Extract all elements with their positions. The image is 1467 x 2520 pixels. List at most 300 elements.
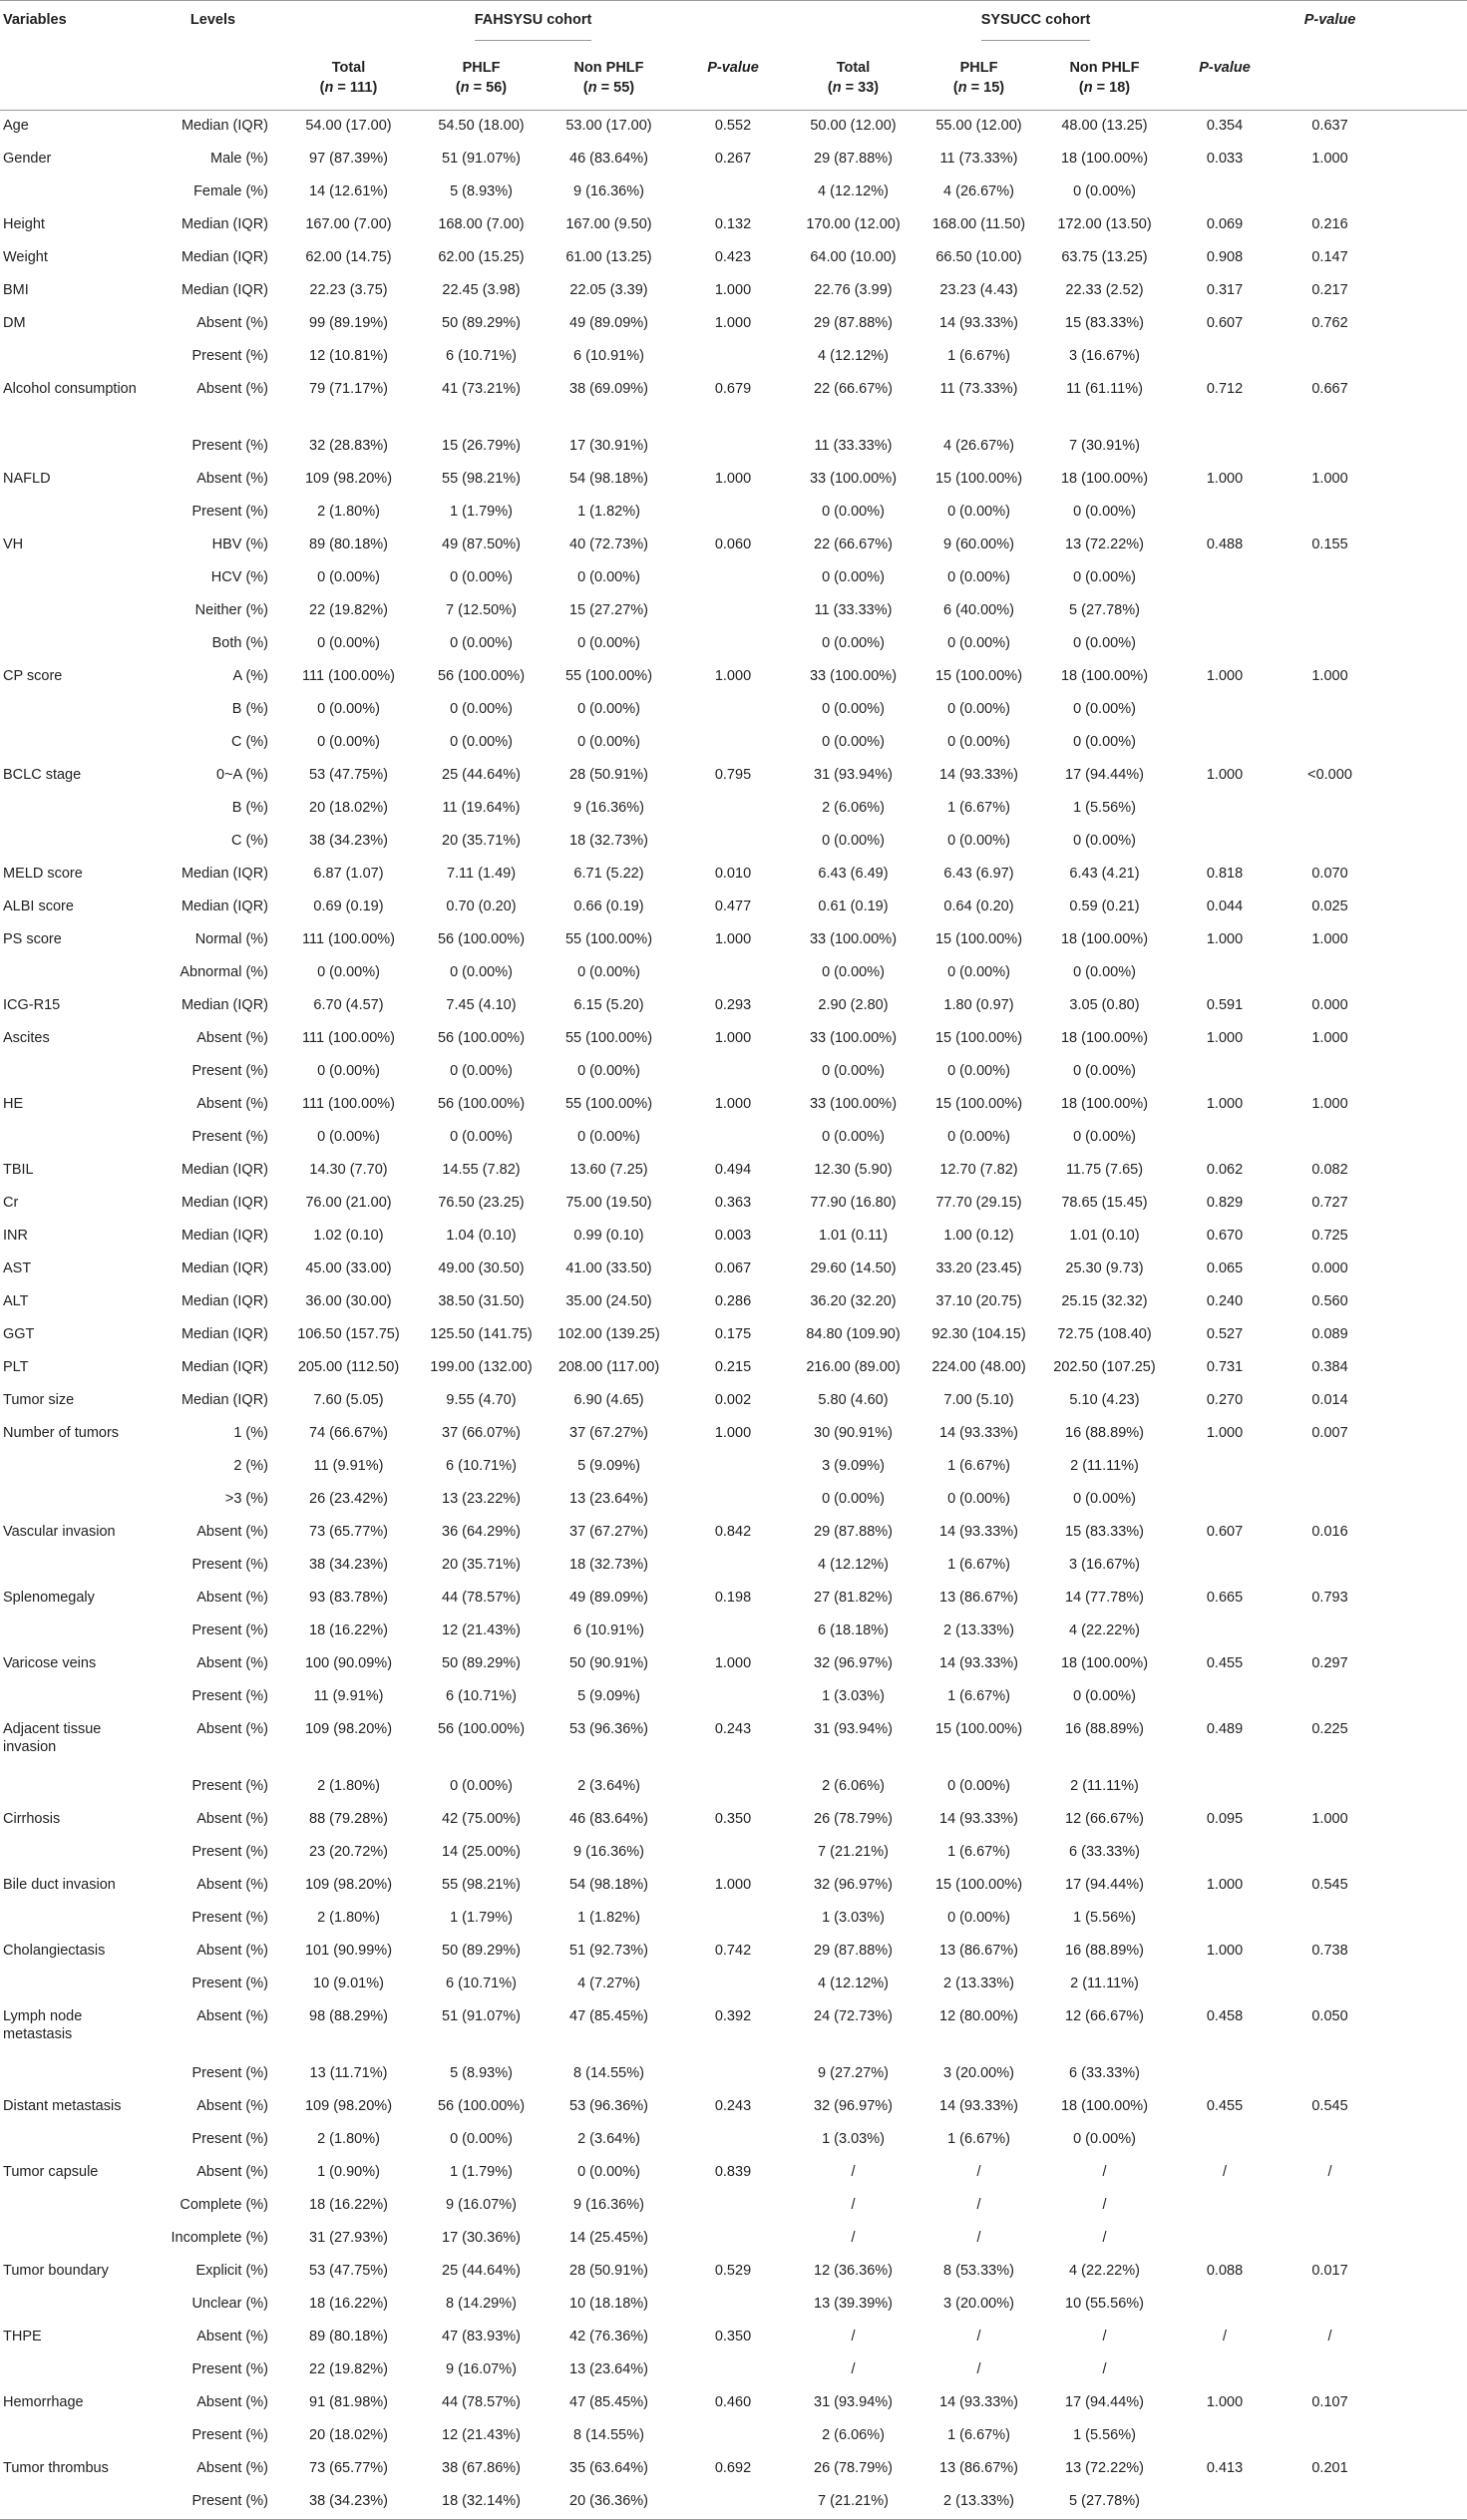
table-row [0, 661, 1467, 694]
fahsysu-total-cell: 54.00 (17.00) [305, 118, 392, 134]
sysucc-phlf-cell: 6 (40.00%) [943, 602, 1014, 618]
sysucc-total-cell: 27 (81.82%) [814, 1590, 893, 1606]
row-padding-cell [1378, 1418, 1467, 1451]
table-row [0, 1903, 1467, 1936]
level-cell: Complete (%) [180, 2197, 268, 2213]
sysucc-pvalue-cell [1168, 1550, 1282, 1583]
table-row [0, 275, 1467, 308]
row-padding-cell [1378, 2354, 1467, 2387]
header-variables: Variables [3, 12, 67, 28]
sysucc-pvalue-cell: 1.000 [1206, 1425, 1244, 1441]
overall-pvalue-cell [1282, 1056, 1378, 1089]
c2-phlf-label: PHLF [959, 60, 998, 76]
fahsysu-total-cell: 0 (0.00%) [317, 964, 380, 980]
fahsysu-non-phlf-cell: 47 (85.45%) [569, 2394, 648, 2410]
sysucc-pvalue-cell [1168, 957, 1282, 990]
table-row [0, 209, 1467, 242]
variable-cell: NAFLD [3, 471, 51, 487]
level-cell: Absent (%) [196, 315, 268, 331]
fahsysu-pvalue-cell: 0.529 [714, 2263, 752, 2279]
sysucc-phlf-cell: 1.00 (0.12) [943, 1228, 1014, 1244]
sysucc-phlf-cell: 14 (93.33%) [939, 767, 1018, 783]
sysucc-phlf-cell: 1 (6.67%) [947, 2131, 1010, 2147]
variable-cell: Vascular invasion [3, 1524, 116, 1540]
fahsysu-non-phlf-cell: 55 (100.00%) [564, 931, 653, 947]
overall-pvalue-cell [1282, 2124, 1378, 2157]
fahsysu-phlf-cell: 56 (100.00%) [437, 1030, 526, 1046]
table-row [0, 1089, 1467, 1122]
sysucc-non-phlf-cell: 25.30 (9.73) [1065, 1260, 1144, 1276]
sysucc-total-cell: 33 (100.00%) [809, 668, 898, 684]
overall-pvalue-cell [1282, 2486, 1378, 2520]
fahsysu-non-phlf-cell: 13 (23.64%) [569, 2361, 648, 2377]
fahsysu-total-cell: 53 (47.75%) [309, 2263, 388, 2279]
sysucc-non-phlf-cell: 5 (27.78%) [1069, 602, 1140, 618]
fahsysu-non-phlf-cell: 6 (10.91%) [573, 348, 644, 364]
fahsysu-total-cell: 18 (16.22%) [309, 2197, 388, 2213]
fahsysu-phlf-cell: 7.11 (1.49) [446, 866, 517, 882]
overall-pvalue-cell: 0.016 [1311, 1524, 1348, 1540]
fahsysu-pvalue-cell [676, 793, 790, 826]
sysucc-non-phlf-cell: / [1102, 2197, 1107, 2213]
overall-pvalue-cell [1282, 793, 1378, 826]
fahsysu-pvalue-cell: 1.000 [714, 1030, 752, 1046]
fahsysu-phlf-cell: 8 (14.29%) [446, 2296, 517, 2312]
table-row [0, 1681, 1467, 1714]
fahsysu-non-phlf-cell: 49 (89.09%) [569, 315, 648, 331]
sysucc-total-cell: 64.00 (10.00) [810, 249, 897, 265]
table-row [0, 341, 1467, 374]
sysucc-phlf-cell: 14 (93.33%) [939, 1524, 1018, 1540]
level-cell: Absent (%) [196, 2329, 268, 2344]
fahsysu-pvalue-cell: 1.000 [714, 471, 752, 487]
header-c2-total: Total (n = 33) [827, 60, 880, 96]
fahsysu-pvalue-cell: 0.003 [714, 1228, 752, 1244]
fahsysu-non-phlf-cell: 1 (1.82%) [577, 504, 640, 520]
variable-cell: Splenomegaly [3, 1590, 95, 1606]
sysucc-pvalue-cell: 1.000 [1206, 668, 1244, 684]
level-cell: Absent (%) [196, 381, 268, 397]
table-row [0, 308, 1467, 341]
variable-cell [0, 595, 150, 628]
c1-total-label: Total [331, 60, 366, 76]
fahsysu-phlf-cell: 62.00 (15.25) [438, 249, 525, 265]
fahsysu-pvalue-cell: 0.267 [714, 151, 752, 167]
fahsysu-non-phlf-cell: 13.60 (7.25) [569, 1162, 648, 1178]
overall-pvalue-cell: 0.727 [1311, 1195, 1348, 1211]
sysucc-phlf-cell: 3 (20.00%) [943, 2065, 1014, 2081]
variable-cell: THPE [3, 2329, 42, 2344]
fahsysu-phlf-cell: 20 (35.71%) [442, 1557, 521, 1573]
overall-pvalue-cell [1282, 1122, 1378, 1155]
c1-phlf-n: 56 [486, 80, 503, 96]
fahsysu-total-cell: 73 (65.77%) [309, 1524, 388, 1540]
level-cell: Median (IQR) [181, 1260, 268, 1276]
row-padding-cell [1378, 374, 1467, 431]
sysucc-phlf-cell: 0 (0.00%) [947, 1910, 1010, 1926]
fahsysu-phlf-cell: 5 (8.93%) [450, 183, 513, 199]
table-row [0, 859, 1467, 892]
table-row [0, 1023, 1467, 1056]
level-cell: Absent (%) [196, 471, 268, 487]
fahsysu-phlf-cell: 51 (91.07%) [442, 151, 521, 167]
sysucc-phlf-cell: 55.00 (12.00) [935, 118, 1022, 134]
fahsysu-total-cell: 6.70 (4.57) [313, 997, 384, 1013]
sysucc-non-phlf-cell: 18 (100.00%) [1060, 1030, 1149, 1046]
table-row [0, 2420, 1467, 2453]
fahsysu-non-phlf-cell: 46 (83.64%) [569, 1811, 648, 1827]
fahsysu-pvalue-cell: 0.795 [714, 767, 752, 783]
row-padding-cell [1378, 2223, 1467, 2256]
sysucc-non-phlf-cell: 18 (100.00%) [1060, 931, 1149, 947]
sysucc-pvalue-cell [1168, 2223, 1282, 2256]
row-padding-cell [1378, 760, 1467, 793]
fahsysu-phlf-cell: 9 (16.07%) [446, 2361, 517, 2377]
level-cell: Present (%) [191, 1778, 268, 1794]
level-cell: B (%) [231, 800, 268, 816]
fahsysu-non-phlf-cell: 14 (25.45%) [569, 2230, 648, 2246]
sysucc-total-cell: 36.20 (32.20) [810, 1293, 897, 1309]
fahsysu-non-phlf-cell: 51 (92.73%) [569, 1943, 648, 1959]
sysucc-total-cell: 0 (0.00%) [822, 569, 885, 585]
sysucc-phlf-cell: 0 (0.00%) [947, 504, 1010, 520]
fahsysu-total-cell: 0 (0.00%) [317, 1063, 380, 1079]
sysucc-phlf-cell: 13 (86.67%) [939, 1590, 1018, 1606]
fahsysu-phlf-cell: 0.70 (0.20) [446, 899, 517, 914]
level-cell: Present (%) [191, 1844, 268, 1860]
sysucc-pvalue-cell: 1.000 [1206, 471, 1244, 487]
sysucc-total-cell: 0 (0.00%) [822, 833, 885, 849]
variable-cell: BMI [3, 282, 29, 298]
level-cell: Median (IQR) [181, 118, 268, 134]
sysucc-phlf-cell: 1.80 (0.97) [943, 997, 1014, 1013]
level-cell: Absent (%) [196, 2098, 268, 2114]
level-cell: Median (IQR) [181, 282, 268, 298]
row-padding-cell [1378, 1056, 1467, 1089]
header-c1-non-phlf: Non PHLF (n = 55) [573, 60, 644, 96]
table-row [0, 727, 1467, 760]
fahsysu-total-cell: 2 (1.80%) [317, 1910, 380, 1926]
sysucc-total-cell: 7 (21.21%) [818, 1844, 889, 1860]
sysucc-non-phlf-cell: 202.50 (107.25) [1053, 1359, 1156, 1375]
fahsysu-phlf-cell: 7 (12.50%) [446, 602, 517, 618]
level-cell: Absent (%) [196, 1590, 268, 1606]
header-blank-variables [0, 52, 150, 111]
fahsysu-non-phlf-cell: 0.66 (0.19) [573, 899, 644, 914]
fahsysu-phlf-cell: 36 (64.29%) [442, 1524, 521, 1540]
overall-pvalue-cell [1282, 1771, 1378, 1804]
fahsysu-pvalue-cell [676, 2223, 790, 2256]
sysucc-phlf-cell: 1 (6.67%) [947, 1458, 1010, 1474]
header-c1-phlf: PHLF (n = 56) [455, 60, 508, 96]
fahsysu-non-phlf-cell: 46 (83.64%) [569, 151, 648, 167]
fahsysu-total-cell: 0 (0.00%) [317, 569, 380, 585]
variable-cell: Number of tumors [3, 1425, 120, 1441]
fahsysu-non-phlf-cell: 40 (72.73%) [569, 537, 648, 552]
row-padding-cell [1378, 2420, 1467, 2453]
variable-cell [0, 1771, 150, 1804]
fahsysu-phlf-cell: 1 (1.79%) [450, 1910, 513, 1926]
row-padding-cell [1378, 661, 1467, 694]
sysucc-phlf-cell: 11 (73.33%) [939, 151, 1018, 167]
sysucc-phlf-cell: 14 (93.33%) [939, 2394, 1018, 2410]
fahsysu-pvalue-cell [676, 1484, 790, 1517]
sysucc-pvalue-cell: 0.489 [1206, 1721, 1244, 1737]
variable-cell [0, 1484, 150, 1517]
variable-cell: Tumor capsule [3, 2164, 99, 2180]
level-cell: Normal (%) [194, 931, 268, 947]
sysucc-pvalue-cell [1168, 562, 1282, 595]
fahsysu-phlf-cell: 49 (87.50%) [442, 537, 521, 552]
level-cell: Absent (%) [196, 1721, 268, 1737]
row-padding-cell [1378, 1837, 1467, 1870]
sysucc-non-phlf-cell: 0 (0.00%) [1073, 569, 1136, 585]
fahsysu-phlf-cell: 0 (0.00%) [450, 1129, 513, 1145]
sysucc-total-cell: 30 (90.91%) [814, 1425, 893, 1441]
overall-pvalue-cell [1282, 2223, 1378, 2256]
fahsysu-non-phlf-cell: 2 (3.64%) [577, 1778, 640, 1794]
table-row [0, 990, 1467, 1023]
variable-cell: CP score [3, 668, 63, 684]
fahsysu-non-phlf-cell: 35.00 (24.50) [565, 1293, 652, 1309]
table-row [0, 2001, 1467, 2058]
fahsysu-total-cell: 53 (47.75%) [309, 767, 388, 783]
fahsysu-phlf-cell: 14 (25.00%) [442, 1844, 521, 1860]
level-cell: Explicit (%) [195, 2263, 268, 2279]
fahsysu-non-phlf-cell: 6.90 (4.65) [573, 1392, 644, 1408]
fahsysu-total-cell: 14.30 (7.70) [309, 1162, 388, 1178]
fahsysu-phlf-cell: 12 (21.43%) [442, 1622, 521, 1638]
overall-pvalue-cell: 1.000 [1311, 1096, 1348, 1112]
sysucc-phlf-cell: 33.20 (23.45) [935, 1260, 1022, 1276]
table-row [0, 562, 1467, 595]
sysucc-pvalue-cell: 0.527 [1206, 1326, 1244, 1342]
level-cell: Male (%) [209, 151, 268, 167]
sysucc-non-phlf-cell: 1.01 (0.10) [1069, 1228, 1140, 1244]
sysucc-non-phlf-cell: 0 (0.00%) [1073, 1129, 1136, 1145]
fahsysu-pvalue-cell: 0.842 [714, 1524, 752, 1540]
variable-cell: Age [3, 118, 29, 134]
fahsysu-pvalue-cell: 0.350 [714, 1811, 752, 1827]
sysucc-non-phlf-cell: 0.59 (0.21) [1069, 899, 1140, 914]
fahsysu-phlf-cell: 14.55 (7.82) [442, 1162, 521, 1178]
sysucc-total-cell: 31 (93.94%) [814, 1721, 893, 1737]
overall-pvalue-cell: 0.025 [1311, 899, 1348, 914]
fahsysu-non-phlf-cell: 0 (0.00%) [577, 635, 640, 651]
sysucc-total-cell: 2 (6.06%) [822, 2427, 885, 2443]
sysucc-phlf-cell: 66.50 (10.00) [935, 249, 1022, 265]
level-cell: Female (%) [193, 183, 268, 199]
header-blank-overall [1282, 52, 1378, 111]
fahsysu-pvalue-cell [676, 341, 790, 374]
fahsysu-pvalue-cell: 1.000 [714, 315, 752, 331]
variable-cell: ALBI score [3, 899, 74, 914]
row-padding-cell [1378, 1583, 1467, 1616]
row-padding-cell [1378, 1714, 1467, 1771]
sysucc-pvalue-cell: 0.069 [1206, 216, 1244, 232]
level-cell: >3 (%) [224, 1491, 268, 1507]
sysucc-phlf-cell: 3 (20.00%) [943, 2296, 1014, 2312]
level-cell: Absent (%) [196, 2164, 268, 2180]
fahsysu-pvalue-cell: 0.552 [714, 118, 752, 134]
level-cell: Present (%) [191, 2131, 268, 2147]
row-padding-cell [1378, 1903, 1467, 1936]
variable-cell: ICG-R15 [3, 997, 61, 1013]
fahsysu-phlf-cell: 6 (10.71%) [446, 348, 517, 364]
fahsysu-total-cell: 100 (90.09%) [304, 1655, 393, 1671]
fahsysu-phlf-cell: 17 (30.36%) [442, 2230, 521, 2246]
level-cell: Neither (%) [194, 602, 268, 618]
fahsysu-phlf-cell: 56 (100.00%) [437, 931, 526, 947]
fahsysu-total-cell: 0 (0.00%) [317, 701, 380, 717]
row-padding-cell [1378, 2289, 1467, 2322]
fahsysu-total-cell: 73 (65.77%) [309, 2460, 388, 2476]
fahsysu-pvalue-cell: 0.363 [714, 1195, 752, 1211]
fahsysu-non-phlf-cell: 61.00 (13.25) [565, 249, 652, 265]
table-row [0, 1616, 1467, 1648]
sysucc-phlf-cell: 0 (0.00%) [947, 833, 1010, 849]
variable-cell: Height [3, 216, 45, 232]
sysucc-total-cell: 2 (6.06%) [822, 800, 885, 816]
sysucc-non-phlf-cell: 12 (66.67%) [1065, 1811, 1144, 1827]
sysucc-pvalue-cell [1168, 2190, 1282, 2223]
sysucc-pvalue-cell [1168, 177, 1282, 209]
fahsysu-total-cell: 205.00 (112.50) [297, 1359, 400, 1375]
fahsysu-non-phlf-cell: 35 (63.64%) [569, 2460, 648, 2476]
level-cell: Absent (%) [196, 2394, 268, 2410]
sysucc-pvalue-cell [1168, 1616, 1282, 1648]
level-cell: Absent (%) [196, 2460, 268, 2476]
fahsysu-phlf-cell: 0 (0.00%) [450, 635, 513, 651]
sysucc-pvalue-cell: 0.062 [1206, 1162, 1244, 1178]
table-row [0, 793, 1467, 826]
sysucc-total-cell: 31 (93.94%) [814, 767, 893, 783]
sysucc-total-cell: 13 (39.39%) [814, 2296, 893, 2312]
sysucc-pvalue-cell [1168, 2486, 1282, 2520]
variable-cell [0, 826, 150, 859]
sysucc-non-phlf-cell: 6.43 (4.21) [1069, 866, 1140, 882]
row-padding-cell [1378, 1870, 1467, 1903]
level-cell: 1 (%) [233, 1425, 268, 1441]
sysucc-non-phlf-cell: 0 (0.00%) [1073, 734, 1136, 750]
table-row [0, 1451, 1467, 1484]
sysucc-pvalue-cell [1168, 793, 1282, 826]
variable-cell: Tumor size [3, 1392, 75, 1408]
fahsysu-pvalue-cell: 0.243 [714, 2098, 752, 2114]
fahsysu-total-cell: 38 (34.23%) [309, 833, 388, 849]
sysucc-pvalue-cell: 1.000 [1206, 767, 1244, 783]
row-padding-cell [1378, 2124, 1467, 2157]
fahsysu-total-cell: 0 (0.00%) [317, 734, 380, 750]
sysucc-total-cell: 4 (12.12%) [818, 1557, 889, 1573]
overall-pvalue-cell [1282, 341, 1378, 374]
variable-cell [0, 341, 150, 374]
fahsysu-phlf-cell: 50 (89.29%) [442, 315, 521, 331]
row-padding-cell [1378, 144, 1467, 177]
sysucc-pvalue-cell: 0.908 [1206, 249, 1244, 265]
c2-pvalue-label: P-value [1199, 60, 1251, 76]
sysucc-total-cell: 0 (0.00%) [822, 1129, 885, 1145]
fahsysu-total-cell: 109 (98.20%) [304, 2098, 393, 2114]
table-row [0, 1122, 1467, 1155]
sysucc-pvalue-cell [1168, 1771, 1282, 1804]
fahsysu-phlf-cell: 11 (19.64%) [442, 800, 521, 816]
sysucc-pvalue-cell: 1.000 [1206, 1096, 1244, 1112]
overall-pvalue-cell: 0.000 [1311, 997, 1348, 1013]
fahsysu-total-cell: 91 (81.98%) [309, 2394, 388, 2410]
sysucc-total-cell: / [851, 2230, 856, 2246]
sysucc-non-phlf-cell: 0 (0.00%) [1073, 1688, 1136, 1704]
level-cell: Present (%) [191, 1688, 268, 1704]
level-cell: Median (IQR) [181, 866, 268, 882]
overall-pvalue-cell: 1.000 [1311, 1811, 1348, 1827]
sysucc-pvalue-cell: 0.065 [1206, 1260, 1244, 1276]
table-row [0, 2354, 1467, 2387]
fahsysu-pvalue-cell [676, 562, 790, 595]
fahsysu-pvalue-cell [676, 2486, 790, 2520]
table-row [0, 595, 1467, 628]
fahsysu-total-cell: 7.60 (5.05) [313, 1392, 384, 1408]
overall-pvalue-cell: 0.147 [1311, 249, 1348, 265]
sysucc-non-phlf-cell: 0 (0.00%) [1073, 2131, 1136, 2147]
sysucc-total-cell: 0 (0.00%) [822, 964, 885, 980]
sysucc-non-phlf-cell: 18 (100.00%) [1060, 1655, 1149, 1671]
table-row [0, 1418, 1467, 1451]
fahsysu-non-phlf-cell: 6.15 (5.20) [573, 997, 644, 1013]
variable-cell [0, 727, 150, 760]
variable-cell: Weight [3, 249, 48, 265]
sysucc-total-cell: 11 (33.33%) [814, 438, 893, 454]
fahsysu-pvalue-cell [676, 2289, 790, 2322]
row-padding-cell [1378, 1188, 1467, 1221]
fahsysu-phlf-cell: 0 (0.00%) [450, 2131, 513, 2147]
overall-pvalue-cell: 1.000 [1311, 931, 1348, 947]
sysucc-total-cell: 1 (3.03%) [822, 2131, 885, 2147]
overall-pvalue-cell [1282, 431, 1378, 464]
sysucc-non-phlf-cell: 5 (27.78%) [1069, 2493, 1140, 2509]
sysucc-phlf-cell: 15 (100.00%) [934, 1721, 1023, 1737]
level-cell: Median (IQR) [181, 1195, 268, 1211]
sysucc-pvalue-cell: 0.488 [1206, 537, 1244, 552]
fahsysu-phlf-cell: 55 (98.21%) [442, 471, 521, 487]
overall-pvalue-cell: 0.384 [1311, 1359, 1348, 1375]
row-padding-cell [1378, 275, 1467, 308]
sysucc-pvalue-cell [1168, 2124, 1282, 2157]
sysucc-total-cell: 9 (27.27%) [818, 2065, 889, 2081]
row-padding-cell [1378, 2486, 1467, 2520]
fahsysu-pvalue-cell: 0.198 [714, 1590, 752, 1606]
variable-cell: PS score [3, 931, 62, 947]
variable-cell [0, 1616, 150, 1648]
fahsysu-phlf-cell: 20 (35.71%) [442, 833, 521, 849]
c1-pvalue-label: P-value [707, 60, 759, 76]
row-padding-cell [1378, 2157, 1467, 2190]
sysucc-phlf-cell: 0 (0.00%) [947, 1129, 1010, 1145]
fahsysu-phlf-cell: 0 (0.00%) [450, 964, 513, 980]
sysucc-non-phlf-cell: 3.05 (0.80) [1069, 997, 1140, 1013]
fahsysu-total-cell: 11 (9.91%) [313, 1458, 384, 1474]
fahsysu-pvalue-cell [676, 1550, 790, 1583]
row-padding-cell [1378, 1616, 1467, 1648]
row-padding-cell [1378, 530, 1467, 562]
row-padding-cell [1378, 431, 1467, 464]
row-padding-cell [1378, 1969, 1467, 2001]
sysucc-total-cell: 0 (0.00%) [822, 1491, 885, 1507]
fahsysu-non-phlf-cell: 4 (7.27%) [577, 1976, 640, 1991]
sysucc-non-phlf-cell: 3 (16.67%) [1069, 348, 1140, 364]
fahsysu-pvalue-cell: 0.010 [714, 866, 752, 882]
level-cell: Median (IQR) [181, 1162, 268, 1178]
